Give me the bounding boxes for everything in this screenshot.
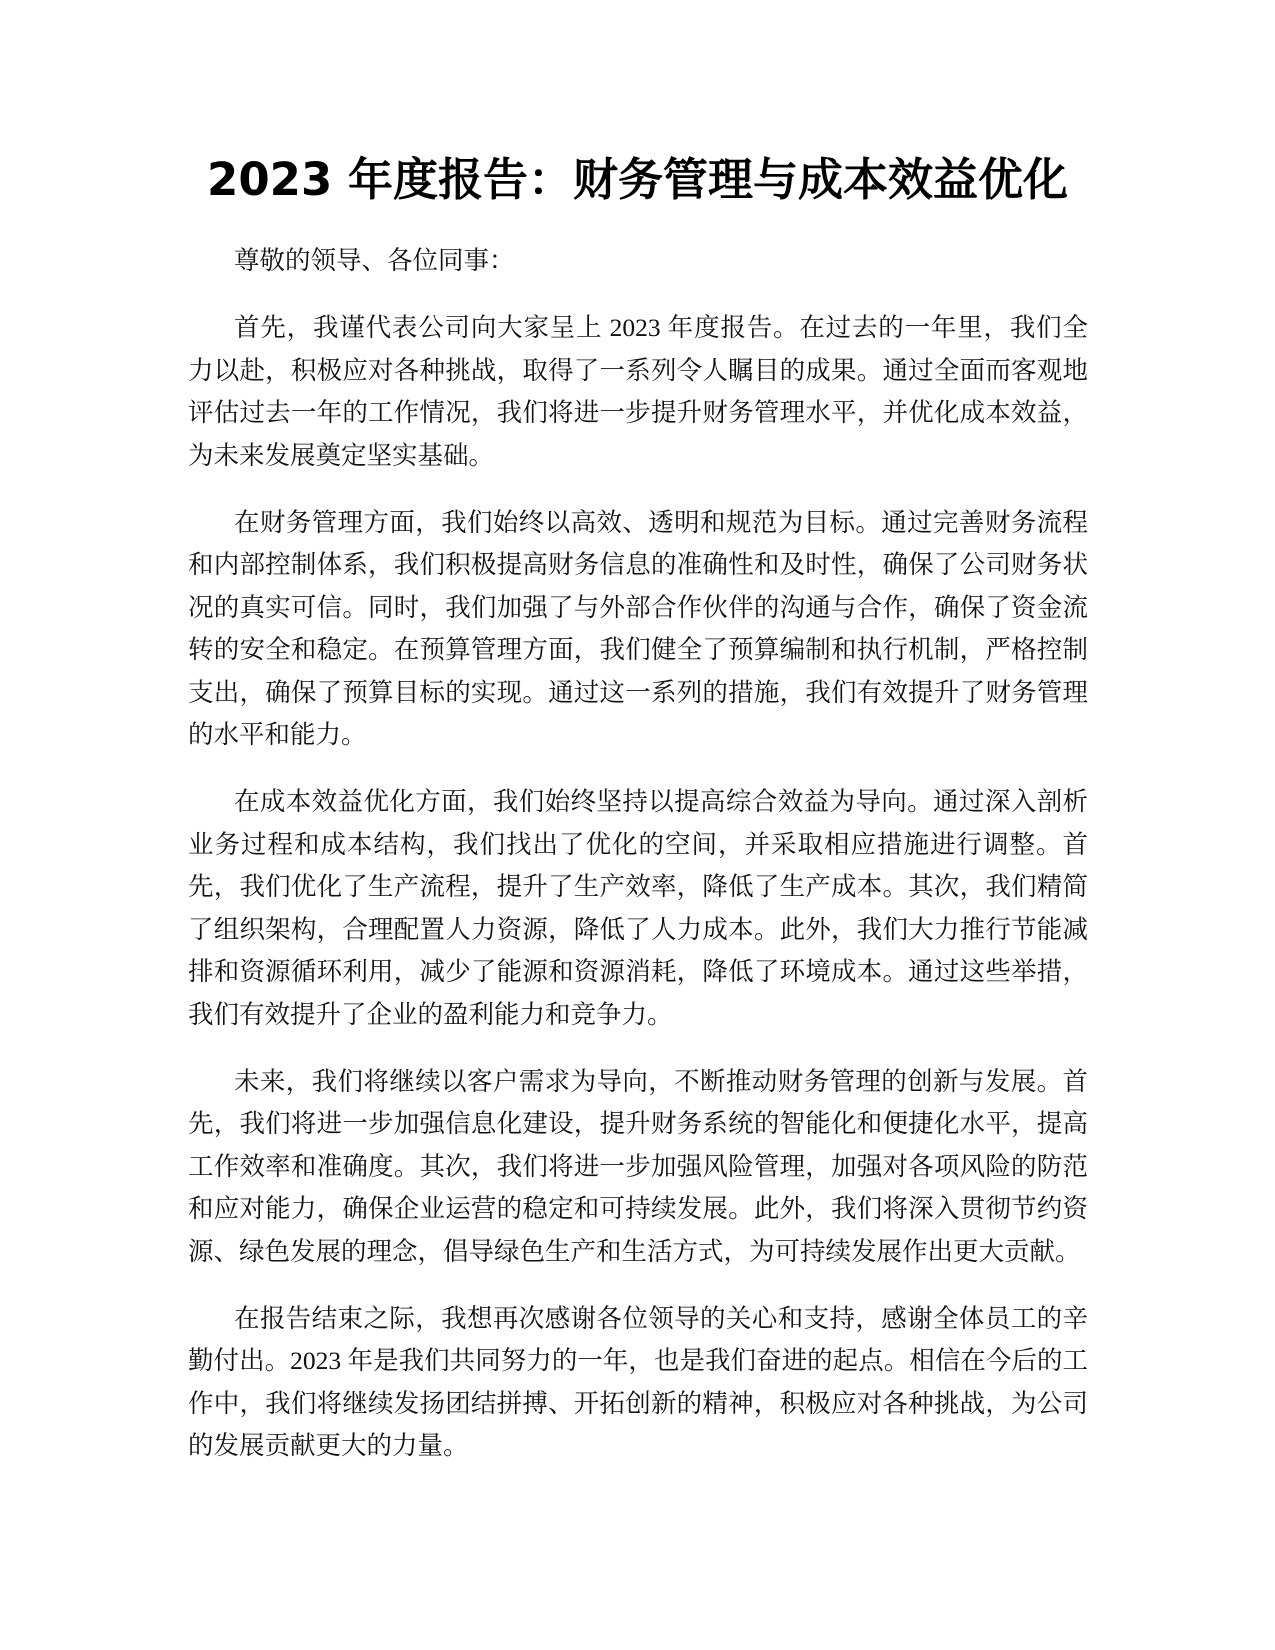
salutation-paragraph: 尊敬的领导、各位同事： (234, 246, 515, 275)
financial-management-paragraph: 在财务管理方面，我们始终以高效、透明和规范为目标。通过完善财务流程和内部控制体系，我们积极提高财务信息的准确性和及时性，确保了公司财务状况的真实可信。同时，我们加强了与外部合作伙伴的沟通与合作，确保了资金流转的安全和稳定。在预算管理方面，我们健全了预算编制和执行机制，严格控制支出，确保了预算目标的实现。通过这一系列的措施，我们有效提升了财务管理的水平和能力。 (188, 507, 1088, 749)
document-body (188, 240, 1088, 1492)
page-title: 2023 年度报告：财务管理与成本效益优化 (207, 153, 1068, 206)
closing-paragraph: 在报告结束之际，我想再次感谢各位领导的关心和支持，感谢全体员工的辛勤付出。2023 年是我们共同努力的一年，也是我们奋进的起点。相信在今后的工作中，我们将继续发扬团结拼搏、开拓创新的精神，积极应对各种挑战，为公司的发展贡献更大的力量。 (188, 1303, 1088, 1460)
intro-paragraph: 首先，我谨代表公司向大家呈上 2023 年度报告。在过去的一年里，我们全力以赴，积极应对各种挑战，取得了一系列令人瞩目的成果。通过全面而客观地评估过去一年的工作情况，我们将进一步提升财务管理水平，并优化成本效益，为未来发展奠定坚实基础。 (188, 313, 1088, 470)
future-plans-paragraph: 未来，我们将继续以客户需求为导向，不断推动财务管理的创新与发展。首先，我们将进一步加强信息化建设，提升财务系统的智能化和便捷化水平，提高工作效率和准确度。其次，我们将进一步加强风险管理，加强对各项风险的防范和应对能力，确保企业运营的稳定和可持续发展。此外，我们将深入贯彻节约资源、绿色发展的理念，倡导绿色生产和生活方式，为可持续发展作出更大贡献。 (188, 1066, 1088, 1266)
cost-optimization-paragraph: 在成本效益优化方面，我们始终坚持以提高综合效益为导向。通过深入剖析业务过程和成本结构，我们找出了优化的空间，并采取相应措施进行调整。首先，我们优化了生产流程，提升了生产效率，降低了生产成本。其次，我们精简了组织架构，合理配置人力资源，降低了人力成本。此外，我们大力推行节能减排和资源循环利用，减少了能源和资源消耗，降低了环境成本。通过这些举措，我们有效提升了企业的盈利能力和竞争力。 (188, 787, 1088, 1029)
